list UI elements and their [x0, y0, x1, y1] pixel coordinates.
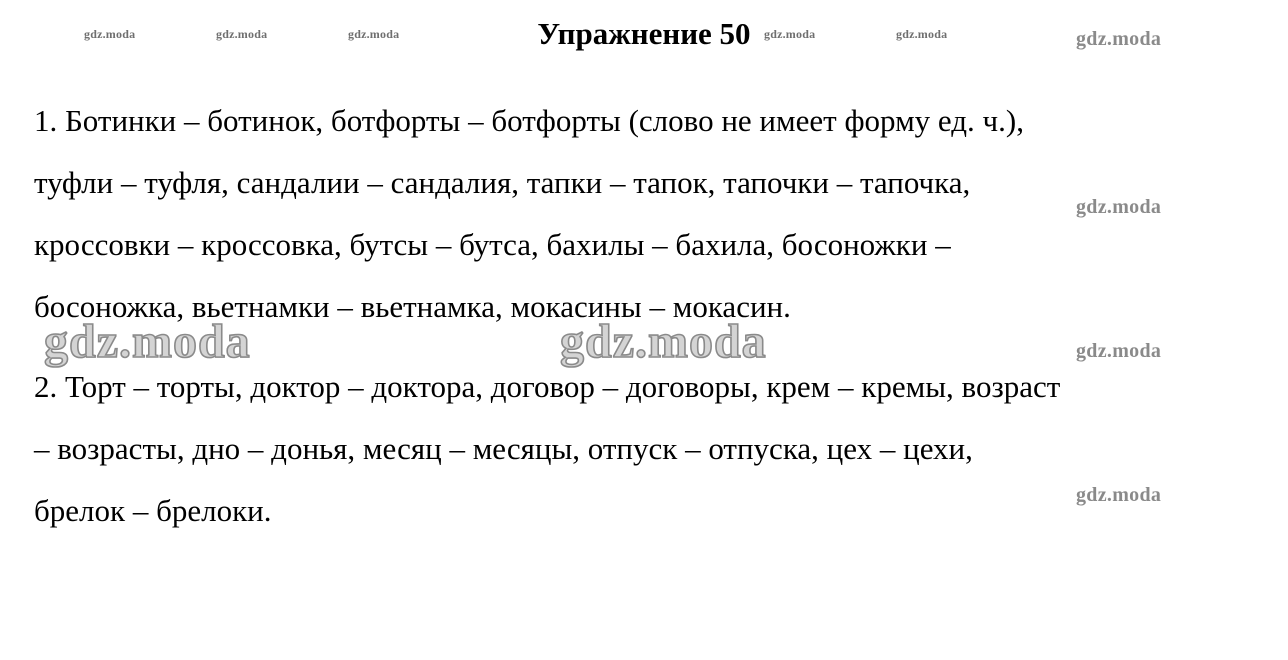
watermark-small: gdz.moda: [348, 27, 400, 41]
watermark-small: gdz.moda: [84, 27, 136, 41]
watermark-right: gdz.moda: [1076, 484, 1162, 506]
text-line: кроссовки – кроссовка, бутсы – бутса, бахилы – бахила, босоножки –: [34, 227, 951, 262]
watermark-large: gdz.moda: [560, 315, 767, 368]
watermark-small: gdz.moda: [764, 27, 816, 41]
text-line: 2. Торт – торты, доктор – доктора, договор – договоры, крем – кремы, возраст: [34, 369, 1061, 404]
text-line: – возрасты, дно – донья, месяц – месяцы, отпуск – отпуска, цех – цехи,: [34, 431, 973, 466]
watermark-small: gdz.moda: [896, 27, 948, 41]
answer-paragraph-1: [34, 90, 1274, 338]
watermark-right: gdz.moda: [1076, 340, 1162, 362]
text-line: туфли – туфля, сандалии – сандалия, тапки – тапок, тапочки – тапочка,: [34, 165, 971, 200]
watermark-right: gdz.moda: [1076, 28, 1162, 50]
watermark-small: gdz.moda: [216, 27, 268, 41]
answer-paragraph-2: [34, 356, 1274, 542]
text-line: 1. Ботинки – ботинок, ботфорты – ботфорты (слово не имеет форму ед. ч.),: [34, 103, 1024, 138]
watermark-right: gdz.moda: [1076, 196, 1162, 218]
text-line: брелок – брелоки.: [34, 493, 272, 528]
text-line: босоножка, вьетнамки – вьетнамка, мокасины – мокасин.: [34, 289, 791, 324]
watermark-large: gdz.moda: [44, 315, 251, 368]
page-title: Упражнение 50: [537, 16, 751, 51]
